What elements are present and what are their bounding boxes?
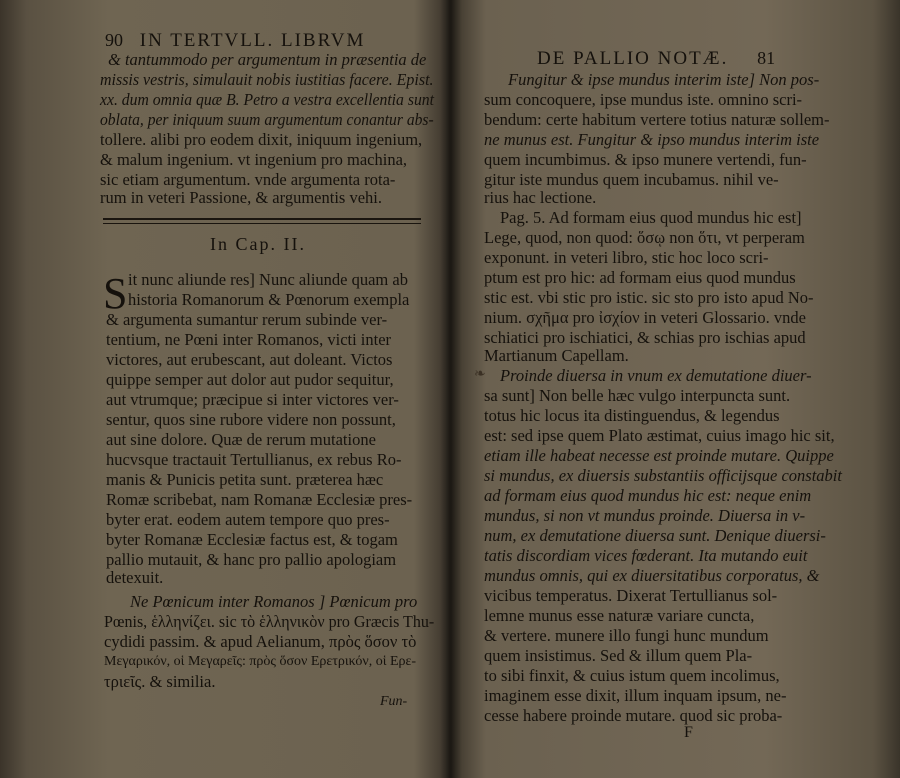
left-main-line: historia Romanorum & Pœnorum exempla bbox=[128, 290, 410, 309]
right-line: Fungitur & ipse mundus interim iste] Non pos- bbox=[508, 70, 820, 89]
left-main-line: hucvsque tractauit Tertullianus, ex rebus Ro- bbox=[106, 450, 402, 469]
right-line: to sibi finxit, & cuius istum quem incolimus, bbox=[484, 666, 780, 685]
left-main-line: manis & Punicis petita sunt. præterea hæc bbox=[106, 470, 384, 489]
left-page-number: 90 bbox=[105, 30, 123, 50]
right-line: totus hic locus ita distinguendus, & legendus bbox=[484, 406, 780, 425]
left-note-line: cydidi passim. & apud Aelianum, πρὸς ὅσον τὸ bbox=[104, 632, 417, 651]
right-line: mundus, si non vt mundus proinde. Diuersa in v- bbox=[484, 506, 806, 525]
left-page bbox=[0, 0, 448, 778]
right-line: ad formam eius quod mundus hic est: neque enim bbox=[484, 486, 812, 505]
right-line: si mundus, ex diuersis substantiis officijsque constabit bbox=[484, 466, 842, 485]
right-line: Pag. 5. Ad formam eius quod mundus hic est] bbox=[500, 208, 802, 227]
left-main-line: byter Romanæ Ecclesiæ factus est, & togam bbox=[106, 530, 398, 549]
right-line: imaginem esse dixit, illum inquam ipsum, ne- bbox=[484, 686, 787, 705]
right-page-number: 81 bbox=[757, 48, 776, 68]
left-main-line: tentium, ne Pœni inter Romanos, victi inter bbox=[106, 330, 392, 349]
right-line: tatis discordiam vices fœderant. Ita mutando euit bbox=[484, 546, 808, 565]
paragraph-mark-icon: ❧ bbox=[474, 367, 486, 382]
right-line: lemne munus esse naturæ variare cuncta, bbox=[484, 606, 755, 625]
right-line: nium. σχῆμα pro ἰσχίον in veteri Glossario. vnde bbox=[484, 308, 806, 327]
left-main-line: it nunc aliunde res] Nunc aliunde quam ab bbox=[128, 270, 408, 289]
left-top-line: sic etiam argumentum. vnde argumenta rota- bbox=[100, 170, 396, 189]
right-line: quem insistimus. Sed & illum quem Pla- bbox=[484, 646, 753, 665]
left-running-title: IN TERTVLL. LIBRVM bbox=[139, 30, 366, 51]
right-line: cesse habere proinde mutare. quod sic proba- bbox=[484, 706, 783, 725]
right-line: quem incumbimus. & ipso munere vertendi, fun- bbox=[484, 150, 807, 169]
left-top-line: tollere. alibi pro eodem dixit, iniquum ingenium, bbox=[100, 130, 423, 149]
right-line: ptum est pro hic: ad formam eius quod mundus bbox=[484, 268, 796, 287]
right-line: stic est. vbi stic pro istic. sic sto pro isto apud No- bbox=[484, 288, 814, 307]
left-top-line: & tantummodo per argumentum in præsentia de bbox=[108, 50, 427, 69]
left-top-line: oblata, per iniquum suum argumentum conantur abs- bbox=[100, 110, 434, 129]
left-main-line: quippe semper aut dolor aut pudor sequitur, bbox=[106, 370, 394, 389]
left-main-line: aut sine dolore. Quæ de rerum mutatione bbox=[106, 430, 376, 449]
right-line: mundus omnis, qui ex diuersitatibus corporatus, & bbox=[484, 566, 820, 585]
left-note-line: τριεῖς. & similia. bbox=[104, 672, 216, 691]
section-rule bbox=[103, 218, 421, 224]
left-note-line: Μεγαρικόν, οἱ Μεγαρεῖς: πρὸς ὅσον Ερετρικόν, οἱ Ερε- bbox=[104, 654, 417, 669]
right-line: num, ex demutatione diuersa sunt. Denique diuersi- bbox=[484, 526, 826, 545]
left-main-line: victores, aut erubescant, aut doleant. Victos bbox=[106, 350, 393, 369]
left-note-line: Pœnis, ἑλληνίζει. sic τὸ ἑλληνικὸν pro Græcis Thu- bbox=[104, 612, 435, 631]
right-line: vicibus temperatus. Dixerat Tertullianus sol- bbox=[484, 586, 778, 605]
left-top-line: rum in veteri Passione, & argumentis vehi. bbox=[100, 188, 382, 207]
left-main-line: & argumenta sumantur rerum subinde ver- bbox=[106, 310, 388, 329]
right-running-title: DE PALLIO NOTÆ. bbox=[537, 48, 729, 69]
right-running-head bbox=[537, 48, 775, 70]
left-main-line: aut vtrumque; præcipue si inter victores ver- bbox=[106, 390, 399, 409]
right-line: & vertere. munere illo fungi hunc mundum bbox=[484, 626, 769, 645]
left-top-line: missis vestris, simulauit nobis iustitias facere. Epist. bbox=[100, 70, 434, 89]
right-page bbox=[452, 0, 900, 778]
right-line: gitur iste mundus quem incubamus. nihil ve- bbox=[484, 170, 779, 189]
right-line: exponunt. in veteri libro, stic hoc loco scri- bbox=[484, 248, 769, 267]
left-main-line: detexuit. bbox=[106, 568, 164, 587]
signature-mark: F bbox=[684, 724, 693, 741]
left-main-line: sentur, quos sine rubore videre non possunt, bbox=[106, 410, 396, 429]
left-main-line: pallio mutauit, & hanc pro pallio apologiam bbox=[106, 550, 397, 569]
right-line: Proinde diuersa in vnum ex demutatione diuer- bbox=[500, 366, 812, 385]
left-running-head bbox=[105, 30, 365, 52]
right-line: ne munus est. Fungitur & ipso mundus interim iste bbox=[484, 130, 820, 149]
left-main-line: Romæ scribebat, nam Romanæ Ecclesiæ pres- bbox=[106, 490, 413, 509]
right-line: Lege, quod, non quod: ὅσῳ non ὅτι, vt perperam bbox=[484, 228, 805, 247]
right-line: sa sunt] Non belle hæc vulgo interpuncta sunt. bbox=[484, 386, 791, 405]
right-line: bendum: certe habitum vertere totius naturæ sollem- bbox=[484, 110, 830, 129]
left-top-line: & malum ingenium. vt ingenium pro machina, bbox=[100, 150, 408, 169]
right-line: etiam ille habeat necesse est proinde mutare. Quippe bbox=[484, 446, 834, 465]
catchword: Fun- bbox=[380, 694, 408, 709]
left-main-line: byter erat. eodem autem tempore quo pres- bbox=[106, 510, 390, 529]
right-line: rius hac lectione. bbox=[484, 188, 597, 207]
right-line: Martianum Capellam. bbox=[484, 346, 629, 365]
right-line: schiatici pro ischiatici, & schias pro ischias apud bbox=[484, 328, 806, 347]
left-note-line: Ne Pœnicum inter Romanos ] Pœnicum pro bbox=[130, 592, 418, 611]
left-top-line: xx. dum omnia quæ B. Petro a vestra excellentia sunt bbox=[100, 90, 435, 109]
chapter-heading: In Cap. II. bbox=[210, 234, 306, 254]
right-line: sum concoquere, ipse mundus iste. omnino scri- bbox=[484, 90, 803, 109]
drop-cap: S bbox=[103, 269, 128, 318]
right-line: est: sed ipse quem Plato æstimat, cuius imago hic sit, bbox=[484, 426, 835, 445]
